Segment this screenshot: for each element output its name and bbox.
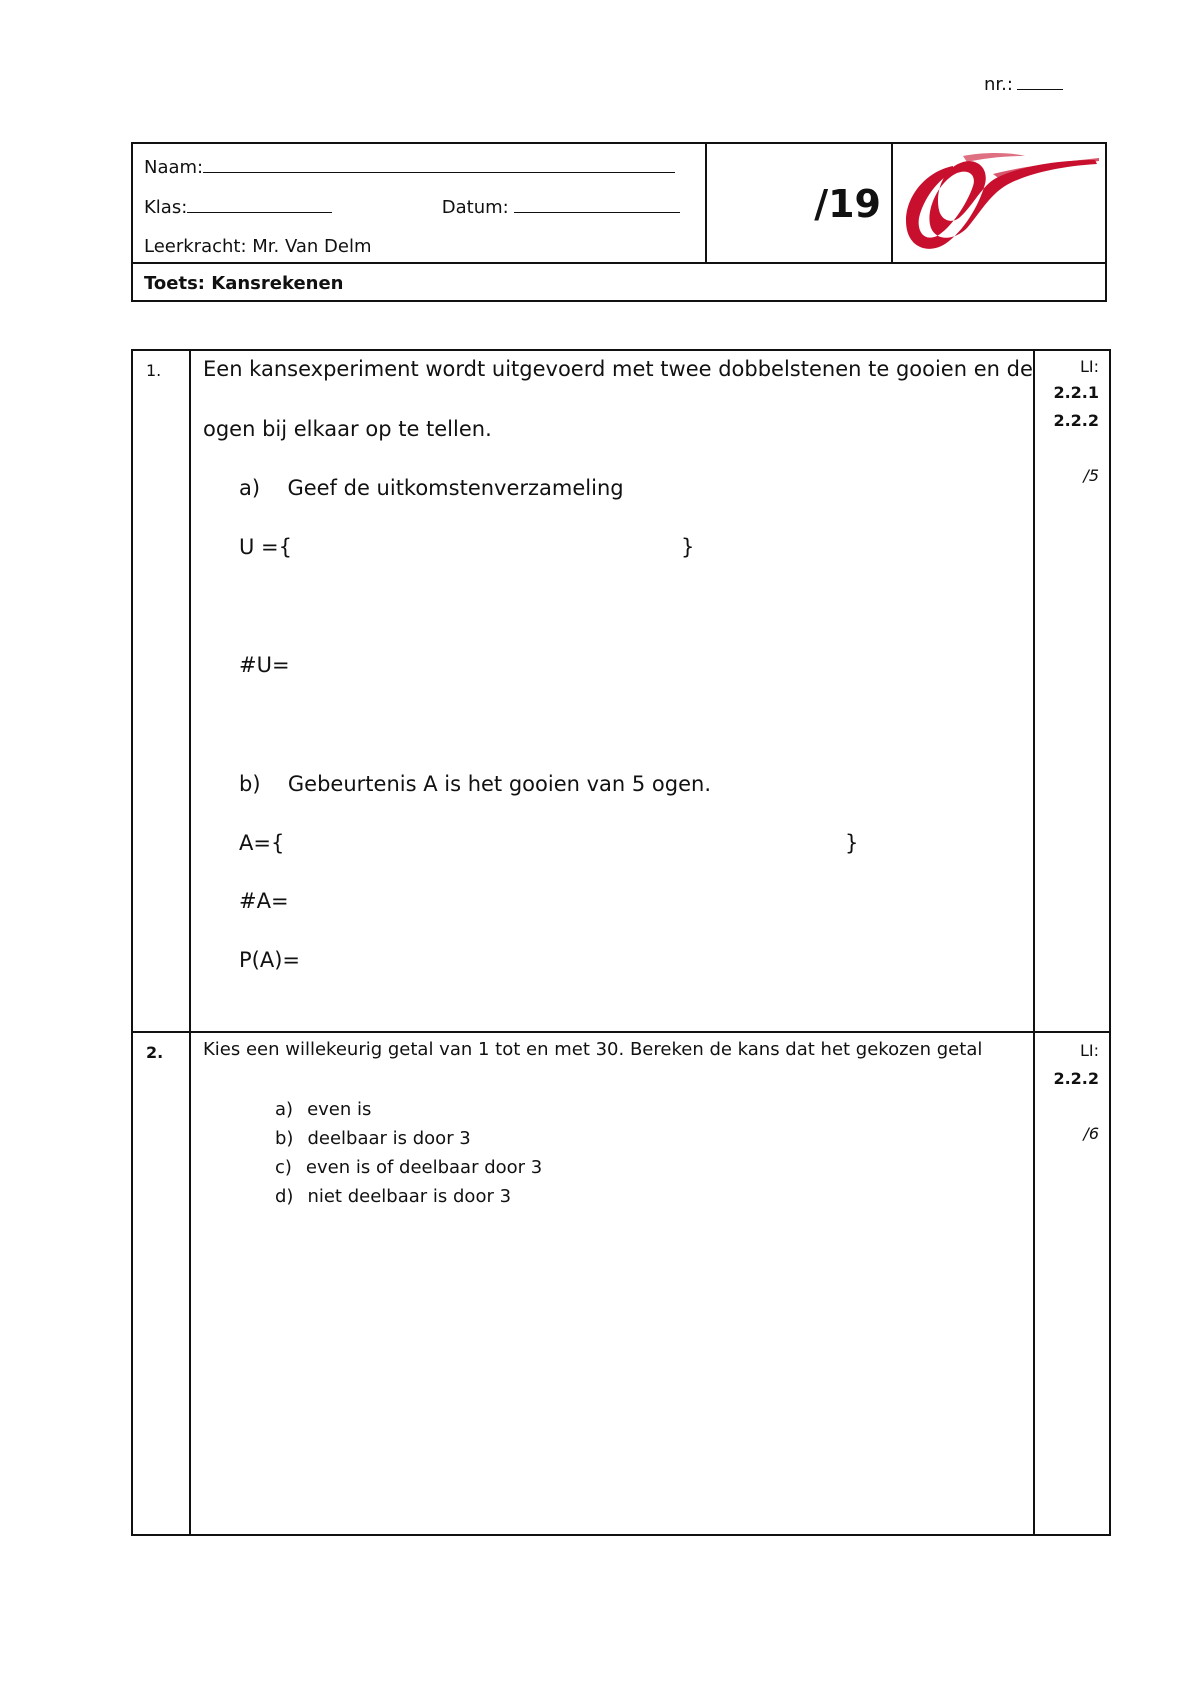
q1-part-a-text: Geef de uitkomstenverzameling [287,476,624,500]
q2-item-text: deelbaar is door 3 [307,1128,471,1149]
q1-u-count: #U= [239,653,290,677]
q2-li-code-1: 2.2.2 [1053,1069,1099,1088]
q1-a-set-close: } [845,831,859,855]
page-number [984,74,1063,95]
question-1 [131,349,1111,1033]
question-number-cell [133,1033,191,1534]
q1-probability: P(A)= [239,948,301,972]
q2-item-a [275,1099,371,1120]
q1-part-b-text: Gebeurtenis A is het gooien van 5 ogen. [287,772,712,796]
q1-u-set-open: U ={ [239,535,293,559]
q2-intro: Kies een willekeurig getal van 1 tot en met 30. Bereken de kans dat het gekozen getal [203,1039,983,1060]
question-number: 1. [146,361,162,380]
q2-item-marker: c) [275,1157,292,1178]
q1-u-set-close: } [681,535,695,559]
q1-a-set-open: A={ [239,831,285,855]
q1-part-a [239,476,624,500]
klas-row [144,196,680,218]
naam-field[interactable] [203,156,675,173]
q1-intro-line2: ogen bij elkaar op te tellen. [203,417,492,441]
q2-item-text: even is [307,1099,372,1120]
total-score: /19 [814,182,881,226]
q1-part-b-marker: b) [239,772,261,796]
score-box [707,144,893,262]
q1-a-count: #A= [239,889,289,913]
q1-part-a-marker: a) [239,476,261,500]
q2-item-b [275,1128,471,1149]
q1-intro-line1: Een kansexperiment wordt uitgevoerd met twee dobbelstenen te gooien en de [203,357,1033,381]
q2-item-marker: d) [275,1186,294,1207]
q1-part-b [239,772,711,796]
q2-points: /6 [1083,1124,1099,1143]
page-number-field[interactable] [1017,75,1063,90]
q2-item-marker: b) [275,1128,294,1149]
klas-label: Klas: [144,197,188,218]
q1-li-code-1: 2.2.1 [1053,383,1099,402]
q1-li-code-2: 2.2.2 [1053,411,1099,430]
naam-row [144,156,675,178]
datum-field[interactable] [514,196,680,213]
naam-label: Naam: [144,157,204,178]
leerkracht: Leerkracht: Mr. Van Delm [144,236,372,257]
q2-item-c [275,1157,542,1178]
header-box [131,142,1107,302]
klas-field[interactable] [187,196,332,213]
question-number: 2. [146,1043,164,1062]
q2-li-cell [1033,1033,1109,1534]
q1-li-cell [1033,351,1109,1031]
question-2 [131,1031,1111,1536]
q2-item-marker: a) [275,1099,294,1120]
q1-li-label: LI: [1079,357,1099,376]
question-number-cell [133,351,191,1031]
q2-item-text: niet deelbaar is door 3 [307,1186,512,1207]
q2-item-d [275,1186,511,1207]
q2-item-text: even is of deelbaar door 3 [305,1157,543,1178]
student-info [133,144,707,262]
datum-label: Datum: [441,197,509,218]
toets-row [133,262,1105,300]
page-number-label: nr.: [984,74,1013,95]
school-logo-icon [893,144,1105,262]
q2-li-label: LI: [1079,1041,1099,1060]
q1-points: /5 [1083,466,1099,485]
toets-title: Toets: Kansrekenen [144,273,344,294]
